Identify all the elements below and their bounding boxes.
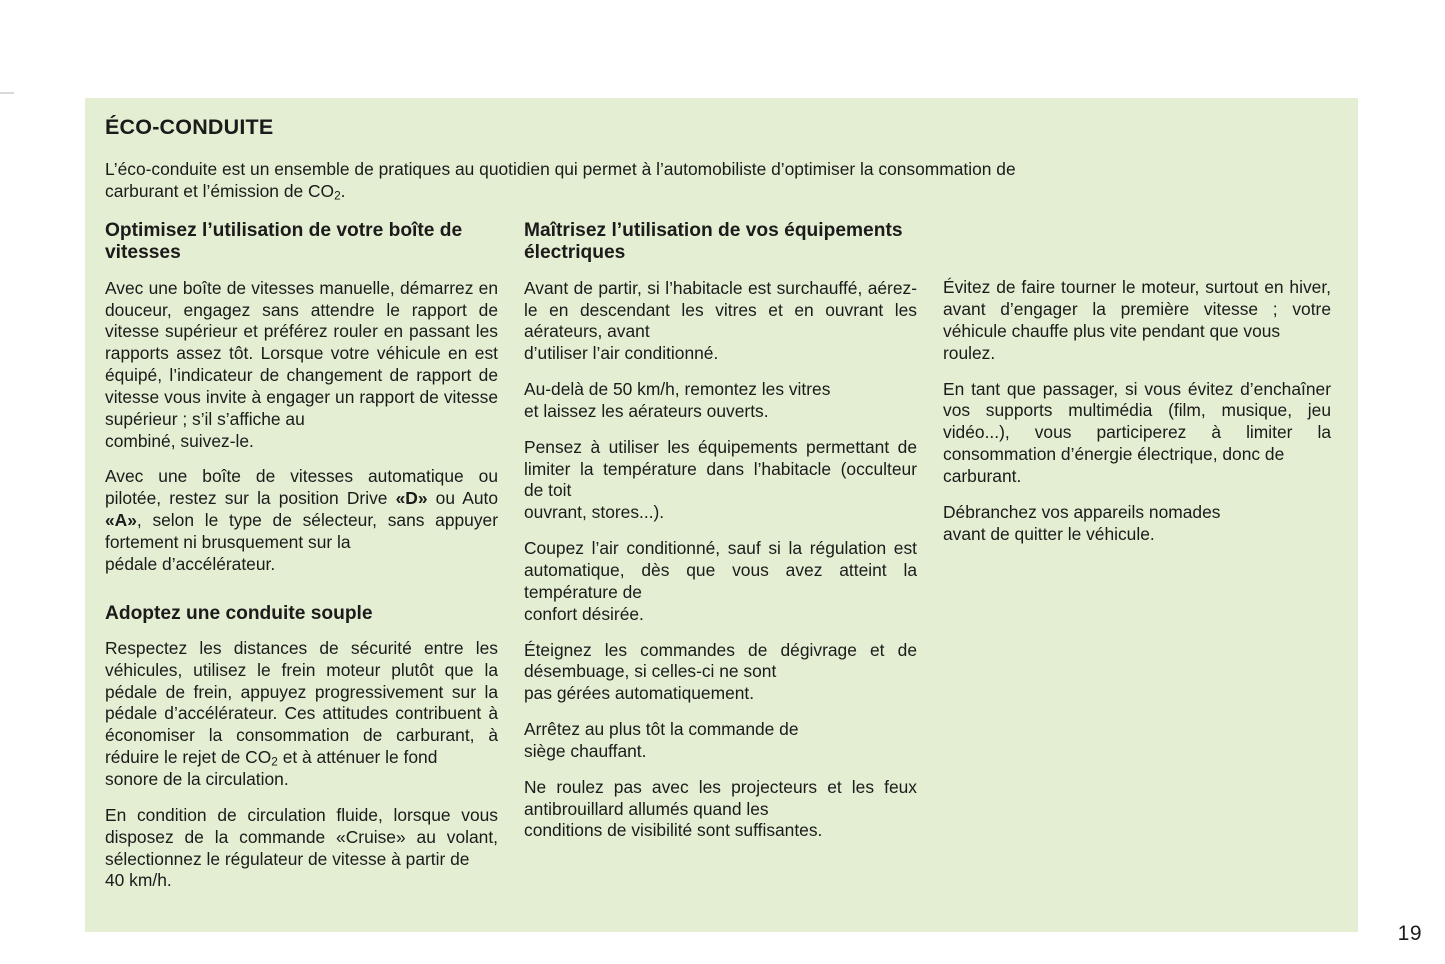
paragraph-text: En condition de circulation fluide, lorsque vous disposez de la commande «Cruise» au volant, sélectionnez le régulateur de vitesse à partir de — [105, 804, 498, 869]
paragraph-text-c: , selon le type de sélecteur, sans appuyer fortement ni brusquement sur la — [105, 510, 498, 552]
paragraph-debranchez-appareils-nomades — [943, 502, 1331, 546]
crop-mark — [0, 92, 14, 94]
paragraph-boite-manuelle — [105, 278, 498, 453]
paragraph-coupez-air-conditionne — [524, 538, 917, 625]
paragraph-passager-multimedia — [943, 379, 1331, 488]
paragraph-tail: carburant. — [943, 465, 1022, 486]
page-title: ÉCO-CONDUITE — [105, 115, 274, 139]
paragraph-tail: siège chauffant. — [524, 740, 647, 761]
paragraph-avant-de-partir — [524, 278, 917, 365]
heading-maitrisez-equipements-electriques: Maîtrisez l’utilisation de vos équipements électriques — [524, 220, 903, 264]
intro-line-2-suffix: . — [340, 180, 346, 201]
intro-line-1: L’éco-conduite est un ensemble de pratiques au quotidien qui permet à l’automobiliste d’optimiser la consommation de — [105, 158, 1016, 179]
paragraph-evitez-tourner-moteur — [943, 277, 1331, 364]
paragraph-tail: et laissez les aérateurs ouverts. — [524, 400, 769, 421]
paragraph-text: En tant que passager, si vous évitez d’enchaîner vos supports multimédia (film, musique, jeu vidéo...), vous participerez à limiter la consommation d’énergie électrique, donc de — [943, 378, 1331, 465]
paragraph-text: Avec une boîte de vitesses manuelle, démarrez en douceur, engagez sans attendre le rapport de vitesse supérieur et préférez rouler en passant les rapports assez tôt. Lorsque votre véhicule en est équipé, l’indicateur de changement de rapport de vitesse vous invite à engager un rapport de vitesse supérieur ; s’il s’affiche au — [105, 277, 498, 429]
heading-adoptez-conduite-souple: Adoptez une conduite souple — [105, 602, 373, 624]
eco-driving-panel — [85, 98, 1358, 932]
paragraph-tail: 40 km/h. — [105, 870, 172, 891]
co2-subscript: 2 — [271, 754, 278, 769]
paragraph-text: Éteignez les commandes de dégivrage et de désembuage, si celles-ci ne sont — [524, 639, 917, 682]
paragraph-text-b: ou Auto — [427, 488, 498, 509]
paragraph-text: Évitez de faire tourner le moteur, surtout en hiver, avant d’engager la première vitesse ; votre véhicule chauffe plus vite pendant que vous — [943, 277, 1331, 341]
paragraph-siege-chauffant — [524, 719, 917, 763]
paragraph-text: Respectez les distances de sécurité entre les véhicules, utilisez le frein moteur plutôt que la pédale de frein, appuyez progressivement sur la pédale d’accélérateur. Ces attitudes contribuent à économiser la consommation de carburant, à réduire le rejet de CO — [105, 637, 498, 768]
paragraph-text: Arrêtez au plus tôt la commande de — [524, 719, 799, 740]
paragraph-text-a: Avec une boîte de vitesses automatique ou pilotée, restez sur la position Drive — [105, 466, 498, 509]
column-one — [105, 220, 498, 892]
paragraph-text: Ne roulez pas avec les projecteurs et les feux antibrouillard allumés quand les — [524, 776, 917, 819]
intro-line-2-prefix: carburant et l’émission de CO — [105, 180, 335, 201]
paragraph-degivrage-desembuage — [524, 640, 917, 706]
paragraph-equipements-temperature — [524, 437, 917, 524]
drive-position-a: «A» — [105, 510, 137, 531]
paragraph-circulation-fluide — [105, 805, 498, 892]
paragraph-tail: sonore de la circulation. — [105, 769, 289, 789]
paragraph-tail: roulez. — [943, 342, 996, 363]
intro-line-2 — [105, 180, 1347, 202]
paragraph-tail: ouvrant, stores...). — [524, 502, 665, 523]
drive-position-d: «D» — [395, 488, 428, 509]
paragraph-text: Pensez à utiliser les équipements permettant de limiter la température dans l’habitacle (occulteur de toit — [524, 436, 917, 501]
paragraph-tail: d’utiliser l’air conditionné. — [524, 343, 719, 364]
paragraph-au-dela-50kmh — [524, 379, 917, 423]
paragraph-tail: confort désirée. — [524, 603, 644, 624]
paragraph-tail: combiné, suivez-le. — [105, 430, 254, 451]
paragraph-boite-automatique — [105, 466, 498, 575]
paragraph-text: Avant de partir, si l’habitacle est surchauffé, aérez-le en descendant les vitres et en ouvrant les aérateurs, avant — [524, 277, 917, 342]
paragraph-tail: pédale d’accélérateur. — [105, 553, 276, 574]
page-number: 19 — [1397, 922, 1422, 945]
paragraph-text: Au-delà de 50 km/h, remontez les vitres — [524, 379, 831, 400]
paragraph-text: Coupez l’air conditionné, sauf si la régulation est automatique, dès que vous avez atteint la température de — [524, 538, 917, 602]
paragraph-text: Débranchez vos appareils nomades — [943, 501, 1221, 522]
paragraph-tail: pas gérées automatiquement. — [524, 683, 755, 704]
paragraph-text-cont: et à atténuer le fond — [277, 747, 438, 768]
paragraph-distances-de-securite — [105, 638, 498, 791]
paragraph-tail: avant de quitter le véhicule. — [943, 523, 1155, 544]
paragraph-tail: conditions de visibilité sont suffisantes. — [524, 820, 823, 841]
co2-subscript: 2 — [334, 188, 341, 203]
column-three — [943, 220, 1331, 545]
heading-optimisez-boite-de-vitesses: Optimisez l’utilisation de votre boîte de vitesses — [105, 220, 463, 264]
intro-paragraph — [105, 158, 1347, 203]
column-two — [524, 220, 917, 842]
three-column-body — [105, 220, 1336, 892]
paragraph-projecteurs-antibrouillard — [524, 777, 917, 843]
